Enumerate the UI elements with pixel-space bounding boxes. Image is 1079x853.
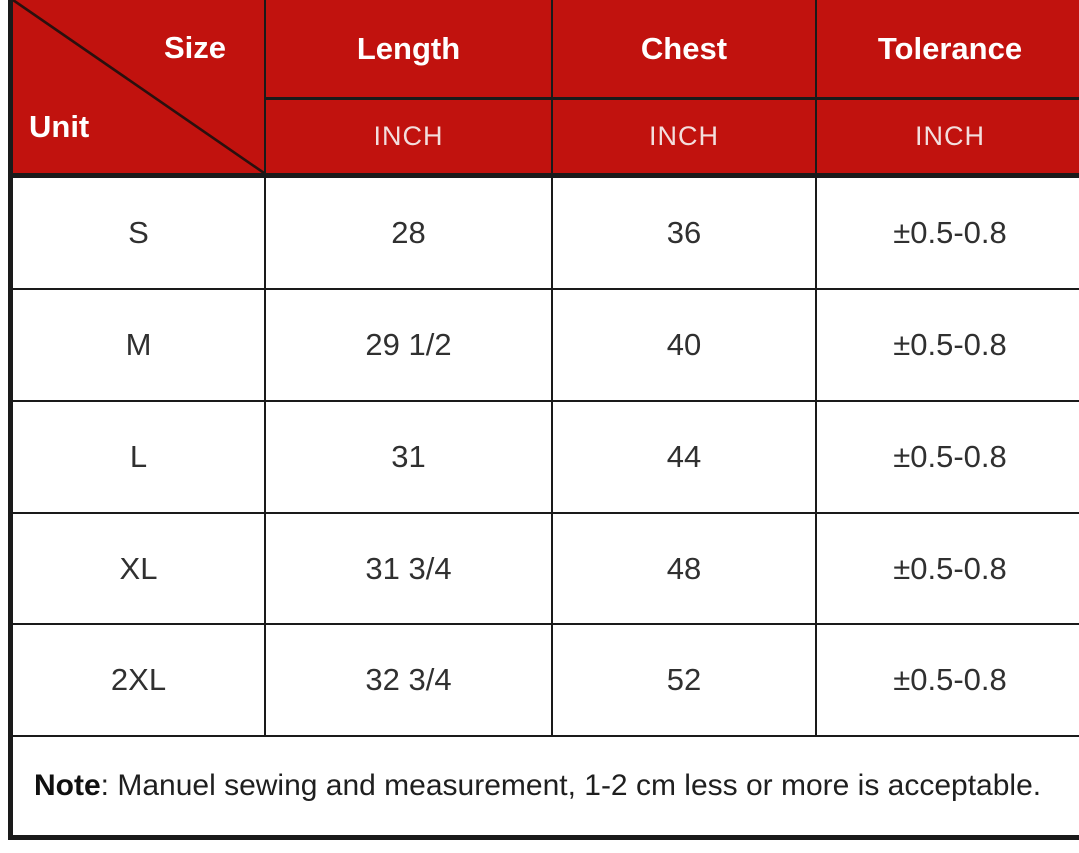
note-row <box>13 737 1079 835</box>
column-header-chest: Chest <box>553 0 817 100</box>
row-s-length: 28 <box>266 178 553 290</box>
column-header-length: Length <box>266 0 553 100</box>
row-2xl-tolerance: ±0.5-0.8 <box>817 625 1079 737</box>
row-xl-chest: 48 <box>553 514 817 625</box>
column-header-tolerance: Tolerance <box>817 0 1079 100</box>
unit-cell-chest: INCH <box>553 100 817 178</box>
row-l-tolerance: ±0.5-0.8 <box>817 402 1079 514</box>
corner-unit-label: Unit <box>29 109 90 144</box>
unit-cell-tolerance: INCH <box>817 100 1079 178</box>
row-s-tolerance: ±0.5-0.8 <box>817 178 1079 290</box>
row-xl-tolerance: ±0.5-0.8 <box>817 514 1079 625</box>
row-m-size: M <box>13 290 266 402</box>
row-2xl-length: 32 3/4 <box>266 625 553 737</box>
row-m-chest: 40 <box>553 290 817 402</box>
row-l-chest: 44 <box>553 402 817 514</box>
unit-cell-length: INCH <box>266 100 553 178</box>
row-s-chest: 36 <box>553 178 817 290</box>
row-l-size: L <box>13 402 266 514</box>
corner-size-label: Size <box>163 30 226 65</box>
size-chart-table <box>8 0 1079 840</box>
note-text: : Manuel sewing and measurement, 1-2 cm less or more is acceptable. <box>100 769 1042 802</box>
corner-cell-size-unit <box>13 0 266 178</box>
row-s-size: S <box>13 178 266 290</box>
row-2xl-chest: 52 <box>553 625 817 737</box>
note-label: Note <box>34 769 101 802</box>
row-l-length: 31 <box>266 402 553 514</box>
diagonal-divider-line <box>13 0 264 173</box>
row-m-length: 29 1/2 <box>266 290 553 402</box>
row-xl-length: 31 3/4 <box>266 514 553 625</box>
row-m-tolerance: ±0.5-0.8 <box>817 290 1079 402</box>
row-2xl-size: 2XL <box>13 625 266 737</box>
row-xl-size: XL <box>13 514 266 625</box>
